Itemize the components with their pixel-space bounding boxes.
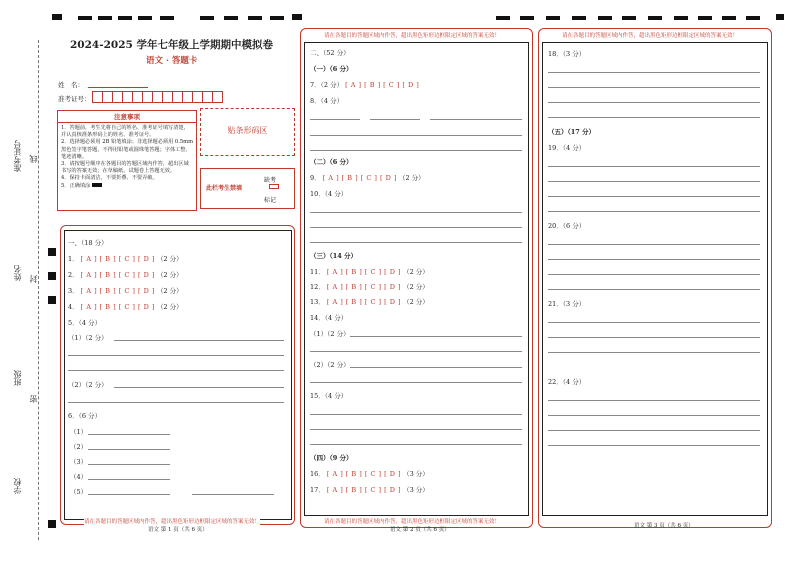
alignment-mark	[224, 16, 238, 20]
notice-box	[57, 110, 197, 211]
answer-line[interactable]	[310, 242, 522, 243]
answer-line[interactable]	[68, 370, 284, 371]
alignment-mark	[674, 16, 688, 20]
notice-item: 2．选择题必须用 2B 铅笔填涂；非选择题必须用 0.5mm 黑色签字笔答题，不得用铅笔或圆珠笔答题；字体工整、笔迹清晰。	[61, 139, 194, 160]
alignment-mark	[160, 16, 174, 20]
answer-line[interactable]	[310, 227, 522, 228]
sub-section-heading: （三）（14 分）	[310, 252, 358, 260]
notice-item: 3．请按题号顺序在各题目的答题区域内作答，超出区域书写的答案无效；在草稿纸、试题卷上答题无效。	[61, 161, 189, 175]
alignment-mark	[776, 14, 784, 20]
question-number: 14．（4 分）	[310, 314, 348, 322]
notice-item: 4．保持卡面清洁，不要折叠、不要弄破。	[61, 175, 158, 182]
question-number: 7．（2 分）	[310, 81, 344, 89]
sub-question: （4）	[70, 473, 88, 481]
sub-question: （1）（2 分）	[68, 334, 108, 342]
alignment-mark	[48, 520, 56, 528]
answer-line[interactable]	[310, 212, 522, 213]
side-class-label: 班级	[13, 370, 22, 386]
answer-line[interactable]	[548, 102, 760, 103]
choice-options[interactable]: [ A ] [ B ] [ C ] [ D ]	[326, 283, 402, 291]
question-points: （2 分）	[403, 283, 429, 291]
answer-line[interactable]	[310, 414, 522, 415]
sub-question: （2）（2 分）	[310, 361, 350, 369]
answer-line[interactable]	[548, 352, 760, 353]
warning-bottom: 请在各题目的答题区域内作答，超出黑色矩形边框限定区域的答案无效！	[84, 519, 261, 525]
answer-line[interactable]	[310, 119, 360, 120]
answer-line[interactable]	[68, 355, 284, 356]
question-points: （2 分）	[403, 298, 429, 306]
choice-options[interactable]: [ A ] [ B ] [ C ] [ D ]	[80, 303, 155, 311]
sub-question: （3）	[70, 458, 88, 466]
answer-line[interactable]	[548, 87, 760, 88]
choice-options[interactable]: [ A ] [ B ] [ C ] [ D ]	[80, 255, 155, 263]
choice-options[interactable]: [ A ] [ B ] [ C ] [ D ]	[326, 486, 402, 494]
question-number: 11．	[310, 268, 325, 276]
question-item	[310, 297, 429, 306]
id-label: 准考证号：	[58, 95, 91, 103]
warning-bottom: 请在各题目的答题区域内作答，超出黑色矩形边框限定区域的答案无效！	[324, 519, 501, 525]
answer-line[interactable]	[88, 479, 170, 480]
answer-line[interactable]	[548, 400, 760, 401]
answer-line[interactable]	[548, 117, 760, 118]
question-points: （2 分）	[156, 287, 183, 295]
question-item	[68, 302, 183, 311]
barcode-area	[200, 108, 295, 156]
page-footer: 语文 第 1 页（共 6 页）	[148, 527, 208, 533]
sub-section-heading: （二）（6 分）	[310, 158, 353, 166]
answer-line[interactable]	[548, 244, 760, 245]
answer-line[interactable]	[350, 367, 522, 368]
question-number: 4．	[68, 303, 79, 311]
section-heading: 一、（18 分）	[68, 239, 108, 247]
alignment-mark	[520, 16, 534, 20]
question-number: 16．	[310, 470, 325, 478]
name-label: 姓 名：	[58, 81, 84, 89]
alignment-mark	[496, 16, 510, 20]
alignment-mark	[722, 16, 736, 20]
answer-line[interactable]	[548, 430, 760, 431]
alignment-mark	[572, 16, 586, 20]
question-number: 3．	[68, 287, 79, 295]
question-number: 17．	[310, 486, 325, 494]
exam-title: 2024-2025 学年七年级上学期期中模拟卷	[70, 39, 273, 51]
alignment-mark	[52, 14, 62, 20]
absent-box	[200, 168, 295, 209]
answer-line[interactable]	[548, 415, 760, 416]
question-number: 2．	[68, 271, 79, 279]
alignment-mark	[48, 296, 56, 304]
sub-question: （1）	[70, 428, 88, 436]
notice-title: 注意事项	[58, 111, 196, 123]
answer-line[interactable]	[548, 166, 760, 167]
question-number: 18．（3 分）	[548, 50, 586, 58]
question-points: （2 分）	[156, 303, 183, 311]
answer-line[interactable]	[114, 387, 284, 388]
answer-line[interactable]	[310, 444, 522, 445]
question-number: 13．	[310, 298, 325, 306]
question-item	[310, 469, 429, 478]
sub-section-heading: （一）（6 分）	[310, 65, 353, 73]
answer-line[interactable]	[430, 119, 522, 120]
answer-line[interactable]	[88, 494, 170, 495]
question-points: （2 分）	[398, 174, 425, 182]
warning-top: 请在各题目的答题区域内作答，超出黑色矩形边框限定区域的答案无效！	[324, 33, 501, 39]
name-field[interactable]	[88, 87, 148, 88]
question-number: 1．	[68, 255, 79, 263]
choice-options[interactable]: [ A ] [ B ] [ C ] [ D ]	[80, 287, 155, 295]
answer-line[interactable]	[310, 382, 522, 383]
side-id-label: 准考证号	[13, 140, 22, 172]
answer-line[interactable]	[310, 351, 522, 352]
answer-line[interactable]	[68, 402, 284, 403]
answer-line[interactable]	[548, 196, 760, 197]
page-footer: 语文 第 3 页（共 6 页）	[634, 523, 694, 529]
question-number: 19．（4 分）	[548, 144, 586, 152]
question-item	[310, 485, 429, 494]
question-item	[310, 267, 429, 276]
page-footer: 语文 第 2 页（共 6 页）	[390, 527, 450, 533]
choice-options[interactable]: [ A ] [ B ] [ C ] [ D ]	[326, 470, 402, 478]
question-item	[68, 286, 183, 295]
side-dense-label: 密	[29, 395, 38, 403]
question-points: （2 分）	[156, 271, 183, 279]
absent-right-top: 缺考	[264, 177, 277, 184]
alignment-mark	[292, 14, 302, 20]
question-number: 10．（4 分）	[310, 190, 348, 198]
absent-checkbox[interactable]	[269, 184, 279, 189]
answer-line[interactable]	[370, 119, 420, 120]
sub-question: （1）（2 分）	[310, 330, 350, 338]
question-points: （3 分）	[403, 486, 429, 494]
question-number: 15．（4 分）	[310, 392, 348, 400]
sub-question: （5）	[70, 488, 88, 496]
question-number: 21．（3 分）	[548, 300, 586, 308]
answer-line[interactable]	[310, 429, 522, 430]
question-item	[310, 80, 419, 89]
sub-section-heading: （五）（17 分）	[548, 128, 596, 136]
answer-line[interactable]	[548, 181, 760, 182]
alignment-mark	[200, 16, 214, 20]
notice-item: 5．正确填涂	[61, 182, 91, 189]
answer-line[interactable]	[548, 274, 760, 275]
absent-right-bottom: 标记	[264, 197, 277, 204]
notice-item: 1．答题前，考生先将自己的姓名、准考证号填写清楚，并认真核准条形码上的姓名、准考证号。	[61, 125, 189, 139]
answer-line[interactable]	[88, 434, 170, 435]
side-name-label: 姓名	[13, 265, 22, 281]
question-number: 12．	[310, 283, 325, 291]
answer-line[interactable]	[548, 337, 760, 338]
alignment-mark	[48, 248, 56, 256]
question-number: 22．（4 分）	[548, 378, 586, 386]
sub-question: （2）（2 分）	[68, 381, 108, 389]
choice-options[interactable]: [ A ] [ B ] [ C ] [ D ]	[345, 81, 420, 89]
alignment-mark	[622, 16, 636, 20]
section-heading: 二、（52 分）	[310, 49, 350, 57]
answer-line[interactable]	[548, 322, 760, 323]
binding-line	[38, 40, 39, 540]
side-seal-label: 封	[29, 275, 38, 283]
alignment-mark	[48, 272, 56, 280]
question-item	[310, 173, 425, 182]
question-item	[68, 270, 183, 279]
question-number: 8．（4 分）	[310, 97, 344, 105]
answer-line[interactable]	[310, 150, 522, 151]
answer-line[interactable]	[548, 259, 760, 260]
side-line-label: 线	[29, 155, 38, 163]
sub-question: （2）	[70, 443, 88, 451]
alignment-mark	[546, 16, 560, 20]
answer-line[interactable]	[548, 211, 760, 212]
alignment-mark	[98, 16, 112, 20]
side-school-label: 学校	[13, 478, 22, 494]
alignment-mark	[648, 16, 662, 20]
alignment-mark	[598, 16, 612, 20]
answer-line[interactable]	[310, 135, 522, 136]
warning-top: 请在各题目的答题区域内作答，超出黑色矩形边框限定区域的答案无效！	[562, 33, 739, 39]
question-points: （2 分）	[156, 255, 183, 263]
barcode-label: 贴条形码区	[227, 126, 268, 135]
answer-line[interactable]	[548, 289, 760, 290]
answer-line[interactable]	[350, 336, 522, 337]
answer-line[interactable]	[114, 340, 284, 341]
question-item	[310, 282, 429, 291]
question-points: （3 分）	[403, 470, 429, 478]
filled-sample-icon	[92, 183, 102, 187]
question-number: 5．（4 分）	[68, 319, 102, 327]
answer-line[interactable]	[88, 464, 170, 465]
exam-subtitle: 语文 · 答题卡	[146, 56, 198, 66]
question-number: 20．（6 分）	[548, 222, 586, 230]
choice-options[interactable]: [ A ] [ B ] [ C ] [ D ]	[326, 268, 402, 276]
question-number: 9．	[310, 174, 321, 182]
alignment-mark	[118, 16, 132, 20]
question-item	[68, 254, 183, 263]
choice-options[interactable]: [ A ] [ B ] [ C ] [ D ]	[326, 298, 402, 306]
question-points: （2 分）	[403, 268, 429, 276]
id-field[interactable]	[92, 91, 222, 105]
absent-label: 此栏考生禁填	[206, 185, 243, 192]
alignment-mark	[746, 16, 760, 20]
answer-line[interactable]	[548, 72, 760, 73]
alignment-mark	[78, 16, 92, 20]
alignment-mark	[248, 16, 262, 20]
alignment-mark	[138, 16, 152, 20]
question-number: 6．（6 分）	[68, 412, 102, 420]
choice-options[interactable]: [ A ] [ B ] [ C ] [ D ]	[322, 174, 397, 182]
sub-section-heading: （四）（9 分）	[310, 454, 353, 462]
answer-line[interactable]	[192, 494, 274, 495]
alignment-mark	[698, 16, 712, 20]
choice-options[interactable]: [ A ] [ B ] [ C ] [ D ]	[80, 271, 155, 279]
answer-line[interactable]	[548, 445, 760, 446]
alignment-mark	[270, 16, 284, 20]
answer-line[interactable]	[88, 449, 170, 450]
